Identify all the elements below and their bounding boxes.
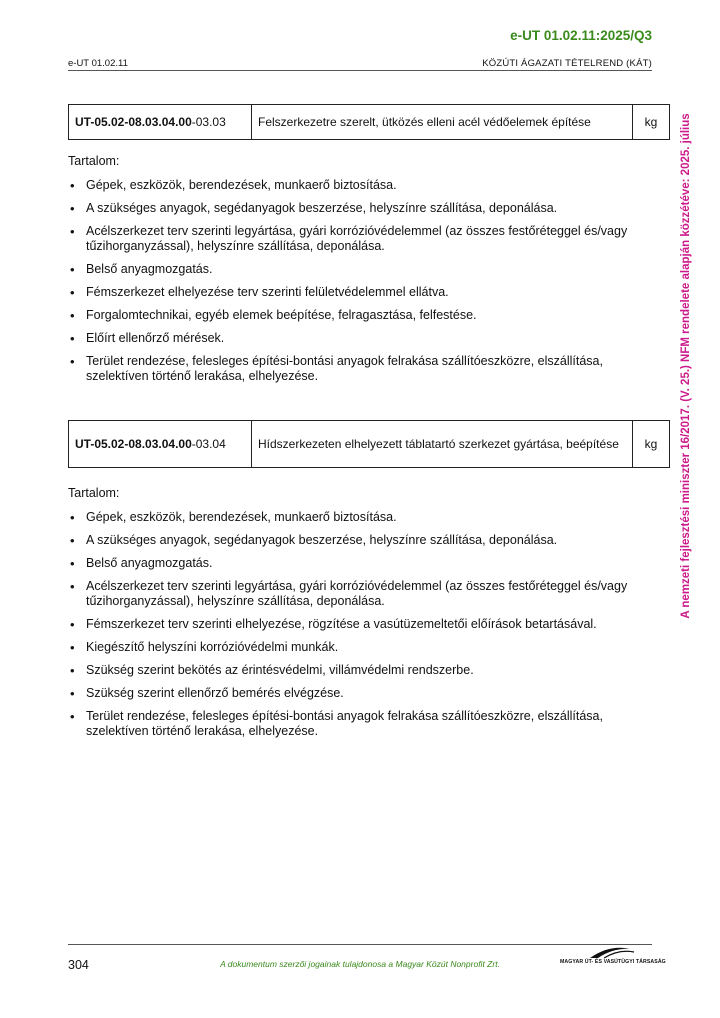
list-item: • A szükséges anyagok, segédanyagok beszerzése, helyszínre szállítása, deponálása. <box>68 201 643 216</box>
item-code <box>69 421 252 468</box>
list-item: • Belső anyagmozgatás. <box>68 556 643 571</box>
list-item: • Forgalomtechnikai, egyéb elemek beépítése, felragasztása, felfestése. <box>68 308 643 323</box>
list-item: • Fémszerkezet terv szerinti elhelyezése, rögzítése a vasútüzemeltetői előírások betartásával. <box>68 617 643 632</box>
road-swoosh-icon <box>560 946 654 960</box>
item-code-bold: UT-05.02-08.03.04.00 <box>75 115 192 129</box>
copyright-notice: A dokumentum szerzői jogainak tulajdonosa a Magyar Közút Nonprofit Zrt. <box>220 959 500 969</box>
item-unit: kg <box>633 421 670 468</box>
logo-text: MAGYAR ÚT- ÉS VASÚTÜGYI TÁRSASÁG <box>560 959 666 965</box>
side-publication-note <box>676 96 696 636</box>
list-item: • Szükség szerint bekötés az érintésvédelmi, villámvédelmi rendszerbe. <box>68 663 643 678</box>
header-left-code: e-UT 01.02.11 <box>68 58 128 69</box>
item-row <box>69 105 670 140</box>
page-number: 304 <box>68 958 89 972</box>
item-row <box>69 421 670 468</box>
list-item: • Acélszerkezet terv szerinti legyártása, gyári korrózióvédelemmel (az összes festőréteggel és/vagy tűzihorganyzással), helyszínre szállítása, deponálása. <box>68 224 643 254</box>
list-item: • A szükséges anyagok, segédanyagok beszerzése, helyszínre szállítása, deponálása. <box>68 533 643 548</box>
company-logo <box>560 946 666 970</box>
item-code-bold: UT-05.02-08.03.04.00 <box>75 437 192 451</box>
list-item: • Szükség szerint ellenőrző bemérés elvégzése. <box>68 686 643 701</box>
header-divider <box>68 70 652 71</box>
list-item: • Gépek, eszközök, berendezések, munkaerő biztosítása. <box>68 178 643 193</box>
item-title: Hídszerkezeten elhelyezett táblatartó szerkezet gyártása, beépítése <box>252 421 633 468</box>
item-code <box>69 105 252 140</box>
item-code-suffix: -03.04 <box>191 437 226 451</box>
list-item: • Gépek, eszközök, berendezések, munkaerő biztosítása. <box>68 510 643 525</box>
content-list-2 <box>68 510 643 747</box>
item-unit: kg <box>633 105 670 140</box>
item-table-1 <box>68 104 670 140</box>
header-title: KÖZÚTI ÁGAZATI TÉTELREND (KÁT) <box>482 58 652 69</box>
list-item: • Terület rendezése, felesleges építési-bontási anyagok felrakása szállítóeszközre, elszállítása, szelektíven történő lerakása, elhelyezése. <box>68 709 643 739</box>
content-list-1 <box>68 178 643 392</box>
document-code: e-UT 01.02.11:2025/Q3 <box>510 28 652 43</box>
item-table-2 <box>68 420 670 468</box>
item-title: Felszerkezetre szerelt, ütközés elleni acél védőelemek építése <box>252 105 633 140</box>
item-code-suffix: -03.03 <box>191 115 226 129</box>
list-item: • Terület rendezése, felesleges építési-bontási anyagok felrakása szállítóeszközre, elszállítása, szelektíven történő lerakása, elhelyezése. <box>68 354 643 384</box>
side-publication-text: A nemzeti fejlesztési miniszter 16/2017. (V. 25.) NFM rendelete alapján közzétéve: 2025. július <box>680 113 692 619</box>
list-item: • Acélszerkezet terv szerinti legyártása, gyári korrózióvédelemmel (az összes festőréteggel és/vagy tűzihorganyzással), helyszínre szállítása, deponálása. <box>68 579 643 609</box>
content-label: Tartalom: <box>68 154 120 168</box>
list-item: • Előírt ellenőrző mérések. <box>68 331 643 346</box>
list-item: • Belső anyagmozgatás. <box>68 262 643 277</box>
list-item: • Kiegészítő helyszíni korrózióvédelmi munkák. <box>68 640 643 655</box>
footer-divider <box>68 944 652 945</box>
list-item: • Fémszerkezet elhelyezése terv szerinti felületvédelemmel ellátva. <box>68 285 643 300</box>
content-label: Tartalom: <box>68 486 120 500</box>
